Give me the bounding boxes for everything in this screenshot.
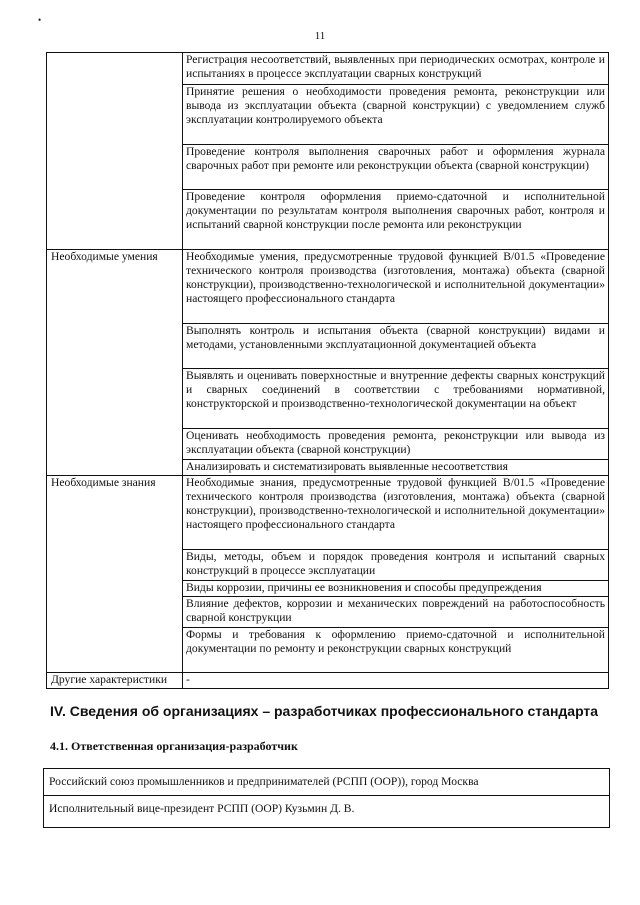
table-cell: Влияние дефектов, коррозии и механических повреждений на работоспособность сварной конструкции	[183, 597, 609, 628]
table-cell: Формы и требования к оформлению приемо-сдаточной и исполнительной документации по ремонту и реконструкции сварных конструкций	[183, 628, 609, 673]
organization-representative: Исполнительный вице-президент РСПП (ООР) Кузьмин Д. В.	[49, 802, 355, 815]
table-row	[47, 673, 609, 689]
table-row	[47, 250, 609, 324]
table-cell: Выполнять контроль и испытания объекта (сварной конструкции) видами и методами, установленными эксплуатационной документацией объекта	[183, 324, 609, 369]
subsection-heading: 4.1. Ответственная организация-разработчик	[50, 739, 298, 753]
table-row	[47, 476, 609, 550]
table-cell: Необходимые знания, предусмотренные трудовой функцией В/01.5 «Проведение технического контроля производства (изготовления, монтажа) объекта (сварной конструкции), производственно-технологической и исполнительной документации» настоящего профессионального стандарта	[183, 476, 609, 550]
table-cell: Анализировать и систематизировать выявленные несоответствия	[183, 460, 609, 476]
table-cell: Проведение контроля оформления приемо-сдаточной и исполнительной документации по результатам контроля выполнения сварочных работ, контроля и испытаний сварной конструкции после ремонта или реконструкции	[183, 190, 609, 250]
organization-box	[43, 768, 610, 828]
table-cell: Проведение контроля выполнения сварочных работ и оформления журнала сварочных работ при ремонте или реконструкции объекта (сварной конструкции)	[183, 145, 609, 190]
requirements-table	[46, 52, 609, 689]
table-cell: Необходимые умения, предусмотренные трудовой функцией В/01.5 «Проведение технического контроля производства (изготовления, монтажа) объекта (сварной конструкции), производственно-технологической и исполнительной документации» настоящего профессионального стандарта	[183, 250, 609, 324]
table-cell: Виды, методы, объем и порядок проведения контроля и испытаний сварных конструкций в процессе эксплуатации	[183, 550, 609, 581]
knowledge-label: Необходимые знания	[47, 476, 183, 673]
table-row	[47, 53, 609, 85]
empty-label-cell	[47, 53, 183, 250]
table-cell: Регистрация несоответствий, выявленных при периодических осмотрах, контроле и испытаниях в процессе эксплуатации сварных конструкций	[183, 53, 609, 85]
table-cell: Оценивать необходимость проведения ремонта, реконструкции или вывода из эксплуатации объекта (сварной конструкции)	[183, 429, 609, 460]
table-cell: Виды коррозии, причины ее возникновения и способы предупреждения	[183, 581, 609, 597]
section-heading: IV. Сведения об организациях – разработчиках профессионального стандарта	[50, 703, 599, 719]
page-marker: •	[38, 15, 42, 25]
other-label: Другие характеристики	[47, 673, 183, 689]
other-value: -	[183, 673, 609, 689]
table-cell: Принятие решения о необходимости проведения ремонта, реконструкции или вывода из эксплуатации объекта (сварной конструкции) с уведомлением служб эксплуатации контролируемого объекта	[183, 85, 609, 145]
page-number: 11	[314, 30, 326, 42]
organization-name: Российский союз промышленников и предпринимателей (РСПП (ООР)), город Москва	[44, 769, 609, 796]
table-cell: Выявлять и оценивать поверхностные и внутренние дефекты сварных конструкций и сварных соединений в соответствии с требованиями нормативной, конструкторской и производственно-технологической документации на объект	[183, 369, 609, 429]
skills-label: Необходимые умения	[47, 250, 183, 476]
